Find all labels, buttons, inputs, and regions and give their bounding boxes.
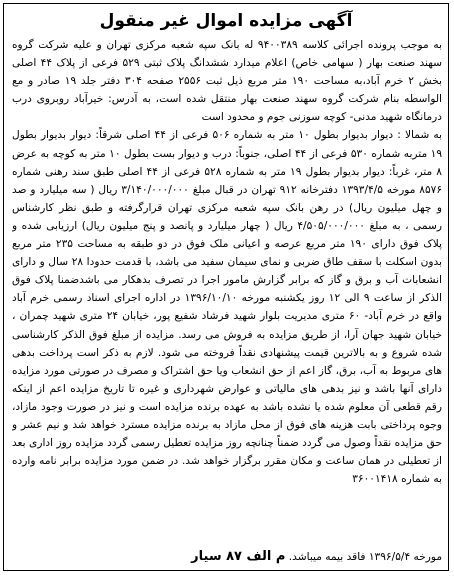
notice-footer (12, 547, 442, 567)
notice-paragraph: به موجب پرونده اجرائی کلاسه ۹۴۰۰۳۸۹ له بانک سپه شعبه مرکزی تهران و علیه شرکت گروه سهند صنعت بهار ( سهامی خاص) اعلام میدارد ششدانگ پلاک ثبتی ۵۲۹ فرعی از پلاک ۴۴ اصلی بخش ۲ خرم آباد،به مساحت ۱۹۰ متر مربع ذیل ثبت ۲۵۵۶ صفحه ۳۰۴ دفتر جلد ۱۹ صادر و مع الواسطه بنام شرکت گروه سهند صنعت بهار منتقل شده است، به آدرس: خیرآباد روبروی درب درمانگاه شهید مدنی- کوچه سوزنی جوم و محدود است (12, 39, 442, 124)
notice-body (12, 36, 442, 546)
footer-reference-code: م الف ۸۷ سیار (191, 549, 286, 564)
footer-date-text: مورخه ۱۳۹۶/۵/۴ فاقد بیمه میباشد. (288, 551, 442, 563)
notice-frame (3, 3, 449, 571)
notice-title: آگهی مزایده اموال غیر منقول (99, 11, 353, 31)
notice-paragraph: به شمالا : دیوار بدیوار بطول ۱۰ متر به شماره ۵۰۶ فرعی از ۴۴ اصلی شرقاً: دیوار بدیوار بطول ۱۹ متربه شماره ۵۳۰ فرعی از ۴۴ اصلی، جنوباً: درب و دیوار بست بطول ۱۰ متر به کوچه به عرض ۸ متر، غرباً: دیوار بدیوار بطول ۱۹ متر به شماره ۵۲۸ فرعی از ۴۴ اصلی طبق سند رهنی شماره ۸۵۷۶ مورخه ۱۳۹۳/۴/۵ دفترخانه ۹۱۲ تهران در قبال مبلغ ۳/۱۴۰/۰۰۰/۰۰۰ ریال ( سه میلیارد و صد و چهل میلیون ریال) در رهن بانک سپه شعبه مرکزی تهران قرارگرفته و طبق نظر کارشناس رسمی ، به مبلغ ۴/۵۰۵/۰۰۰/۰۰۰ ریال ( چهار میلیارد و پانصد و پنج میلیون ریال) ارزیابی شده و پلاک فوق دارای ۱۹۰ متر مربع عرصه و اعیانی ملک فوق در دو طبقه به مساحت ۲۳۵ متر مربع بدون اسکلت با سقف طاق ضربی و نمای سیمان سفید می باشد، با قدمت حدودا ۲۸ سال و دارای انشعابات آب و برق و گاز که برابر گزارش مامور اجرا در تصرف بدهکار می باشدضمنا پلاک فوق الذکر از ساعت ۹ الی ۱۲ روز یکشنبه مورخه ۱۳۹۶/۱۰/۱۰ در اداره اجرای اسناد رسمی خرم آباد واقع در خرم آباد- ۶۰ متری مدیریت بلوار شهید فرشاد شفیع پور، خیابان ۲۴ متری شهید چمران ، خیابان شهید جهان آرا، از طریق مزایده به فروش می رسد. مزایده از مبلغ فوق الذکر کارشناسی شده شروع و به بالاترین قیمت پیشنهادی نقداً فروخته می شود. لازم به ذکر است پرداخت بدهی های مربوط به آب، برق، گاز اعم از حق انشعاب ویا حق اشتراک و مصرف در صورتی مورد مزایده دارای آنها باشد و نیز بدهی های مالیاتی و عوارض شهرداری و غیره تا تاریخ مزایده اعم از اینکه رقم قطعی آن معلوم شده یا نشده باشد به عهده برنده مزایده است و نیز در صورت وجود مازاد، وجوه پرداختی بابت هزینه های فوق از محل مازاد به برنده مزایده مسترد خواهد شد و نیم عشر و حق مزایده نقداً وصول می گردد ضمناً چنانچه روز مزایده تعطیل رسمی گردد مزایده روز اداری بعد از تعطیلی در همان ساعت و مکان مقرر برگزار خواهد شد. در ضمن مورد مزایده برابر نامه وارده به شماره ۳۶۰۰۱۴۱۸ (12, 129, 442, 486)
